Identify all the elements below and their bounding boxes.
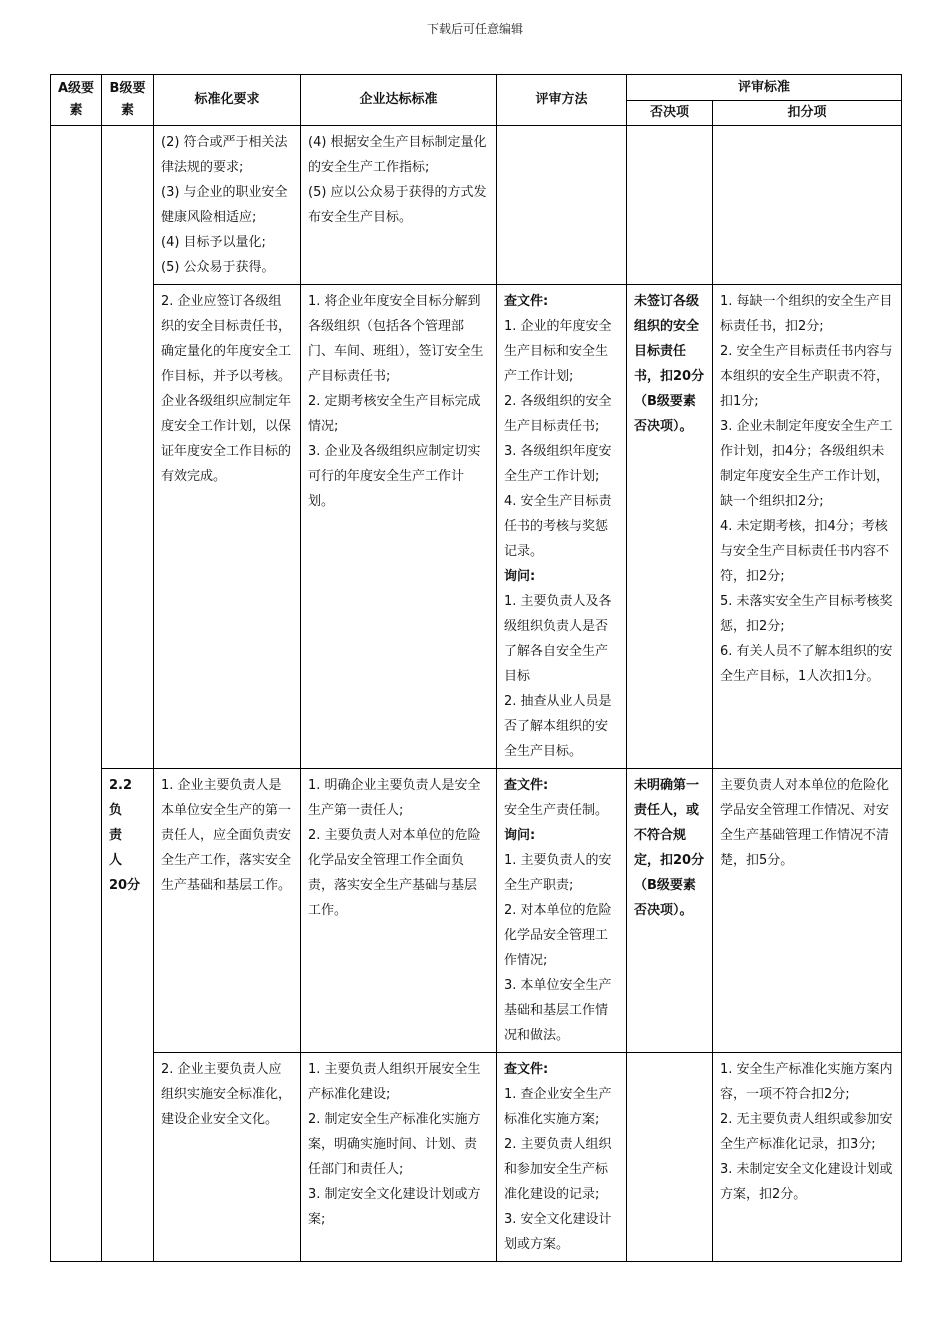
cell-line: 1. 明确企业主要负责人是安全生产第一责任人; — [308, 778, 481, 818]
page-header-note: 下载后可任意编辑 — [426, 22, 523, 36]
method-item: 1. 主要负责人的安全生产职责; — [504, 853, 612, 893]
cell-method — [497, 285, 627, 769]
method-item: 1. 主要负责人及各级组织负责人是否了解各自安全生产目标 — [504, 594, 612, 684]
cell-veto: 未明确第一责任人，或不符合规定，扣20分（B级要素否决项）。 — [627, 769, 713, 1053]
table-row — [51, 126, 902, 285]
cell-line: 3. 企业及各级组织应制定切实可行的年度安全生产工作计划。 — [308, 444, 481, 509]
cell-line: 3. 制定安全文化建设计划或方案; — [308, 1187, 481, 1227]
cell-line: (4) 目标予以量化; — [161, 235, 266, 250]
cell-line: 主要负责人对本单位的危险化学品安全管理工作情况、对安全生产基础管理工作情况不清楚，扣5分。 — [720, 778, 890, 868]
cell-line: (3) 与企业的职业安全健康风险相适应; — [161, 185, 288, 225]
method-heading: 查文件: — [504, 294, 549, 309]
cell-line: 5. 未落实安全生产目标考核奖惩，扣2分; — [720, 594, 893, 634]
cell-method — [497, 769, 627, 1053]
cell-line: 负 — [109, 803, 123, 818]
cell-b-element — [102, 769, 154, 1262]
cell-line: (5) 公众易于获得。 — [161, 260, 275, 275]
cell-line: 4. 未定期考核，扣4分；考核与安全生产目标责任书内容不符，扣2分; — [720, 519, 890, 584]
cell-line: 2. 主要负责人对本单位的危险化学品安全管理工作全面负责，落实安全生产基础与基层工作。 — [308, 828, 481, 918]
header-b-element: B级要素 — [102, 75, 154, 126]
method-item: 2. 各级组织的安全生产目标责任书; — [504, 394, 612, 434]
method-item: 2. 抽查从业人员是否了解本组织的安全生产目标。 — [504, 694, 612, 759]
cell-requirement — [154, 1053, 301, 1262]
cell-requirement — [154, 769, 301, 1053]
cell-line: 3. 企业未制定年度安全生产工作计划，扣4分；各级组织未制定年度安全生产工作计划，缺一个组织扣2分; — [720, 419, 893, 509]
cell-requirement — [154, 285, 301, 769]
cell-line: 人 — [109, 853, 123, 868]
header-criteria: 评审标准 — [627, 75, 902, 101]
cell-deduction — [713, 285, 902, 769]
method-item: 2. 主要负责人组织和参加安全生产标准化建设的记录; — [504, 1137, 612, 1202]
header-a-element: A级要素 — [51, 75, 102, 126]
table-row — [51, 285, 902, 769]
cell-line: (4) 根据安全生产目标制定量化的安全生产工作指标; — [308, 135, 487, 175]
cell-method — [497, 1053, 627, 1262]
cell-line: 1. 安全生产标准化实施方案内容，一项不符合扣2分; — [720, 1062, 893, 1102]
cell-line: 6. 有关人员不了解本组织的安全生产目标，1人次扣1分。 — [720, 644, 893, 684]
header-veto: 否决项 — [627, 101, 713, 126]
cell-veto — [627, 1053, 713, 1262]
cell-line: (2) 符合或严于相关法律法规的要求; — [161, 135, 288, 175]
method-item: 1. 企业的年度安全生产目标和安全生产工作计划; — [504, 319, 612, 384]
cell-line: 3. 未制定安全文化建设计划或方案，扣2分。 — [720, 1162, 893, 1202]
cell-deduction — [713, 1053, 902, 1262]
cell-b-element — [102, 126, 154, 769]
standards-table — [50, 74, 902, 1262]
method-item: 3. 本单位安全生产基础和基层工作情况和做法。 — [504, 978, 612, 1043]
cell-line: (5) 应以公众易于获得的方式发布安全生产目标。 — [308, 185, 487, 225]
cell-standard — [301, 285, 497, 769]
cell-line: 2. 安全生产目标责任书内容与本组织的安全生产职责不符，扣1分; — [720, 344, 893, 409]
cell-veto — [627, 126, 713, 285]
table-row — [51, 769, 902, 1053]
cell-standard — [301, 1053, 497, 1262]
cell-line: 1. 每缺一个组织的安全生产目标责任书，扣2分; — [720, 294, 893, 334]
header-method: 评审方法 — [497, 75, 627, 126]
cell-line: 2. 企业主要负责人应组织实施安全标准化，建设企业安全文化。 — [161, 1062, 292, 1127]
cell-line: 2. 企业应签订各级组织的安全目标责任书，确定量化的年度安全工作目标，并予以考核。企业各级组织应制定年度安全工作计划，以保证年度安全工作目标的有效完成。 — [161, 294, 292, 484]
table-body — [51, 126, 902, 1262]
method-item: 3. 各级组织年度安全生产工作计划; — [504, 444, 612, 484]
cell-line: 1. 主要负责人组织开展安全生产标准化建设; — [308, 1062, 481, 1102]
method-heading: 查文件: — [504, 778, 549, 793]
method-heading: 询问: — [504, 828, 536, 843]
header-deduction: 扣分项 — [713, 101, 902, 126]
cell-line: 2. 无主要负责人组织或参加安全生产标准化记录，扣3分; — [720, 1112, 893, 1152]
method-heading: 询问: — [504, 569, 536, 584]
cell-deduction — [713, 126, 902, 285]
cell-line: 2. 定期考核安全生产目标完成情况; — [308, 394, 481, 434]
method-item: 安全生产责任制。 — [504, 803, 609, 818]
method-item: 4. 安全生产目标责任书的考核与奖惩记录。 — [504, 494, 612, 559]
cell-standard — [301, 769, 497, 1053]
cell-line: 20分 — [109, 878, 141, 893]
cell-line: 责 — [109, 828, 123, 843]
cell-line: 1. 企业主要负责人是本单位安全生产的第一责任人，应全面负责安全生产工作，落实安全生产基础和基层工作。 — [161, 778, 292, 893]
method-item: 3. 安全文化建设计划或方案。 — [504, 1212, 612, 1252]
cell-standard — [301, 126, 497, 285]
header-requirement: 标准化要求 — [154, 75, 301, 126]
cell-deduction — [713, 769, 902, 1053]
cell-line: 2.2 — [109, 778, 133, 793]
cell-line: 2. 制定安全生产标准化实施方案，明确实施时间、计划、责任部门和责任人; — [308, 1112, 481, 1177]
cell-veto: 未签订各级组织的安全目标责任书，扣20分（B级要素否决项）。 — [627, 285, 713, 769]
header-standard: 企业达标标准 — [301, 75, 497, 126]
table-row — [51, 1053, 902, 1262]
cell-line: 1. 将企业年度安全目标分解到各级组织（包括各个管理部门、车间、班组），签订安全生产目标责任书; — [308, 294, 484, 384]
method-item: 1. 查企业安全生产标准化实施方案; — [504, 1087, 612, 1127]
cell-a-element — [51, 126, 102, 1262]
method-item: 2. 对本单位的危险化学品安全管理工作情况; — [504, 903, 612, 968]
method-heading: 查文件: — [504, 1062, 549, 1077]
cell-requirement — [154, 126, 301, 285]
cell-method — [497, 126, 627, 285]
